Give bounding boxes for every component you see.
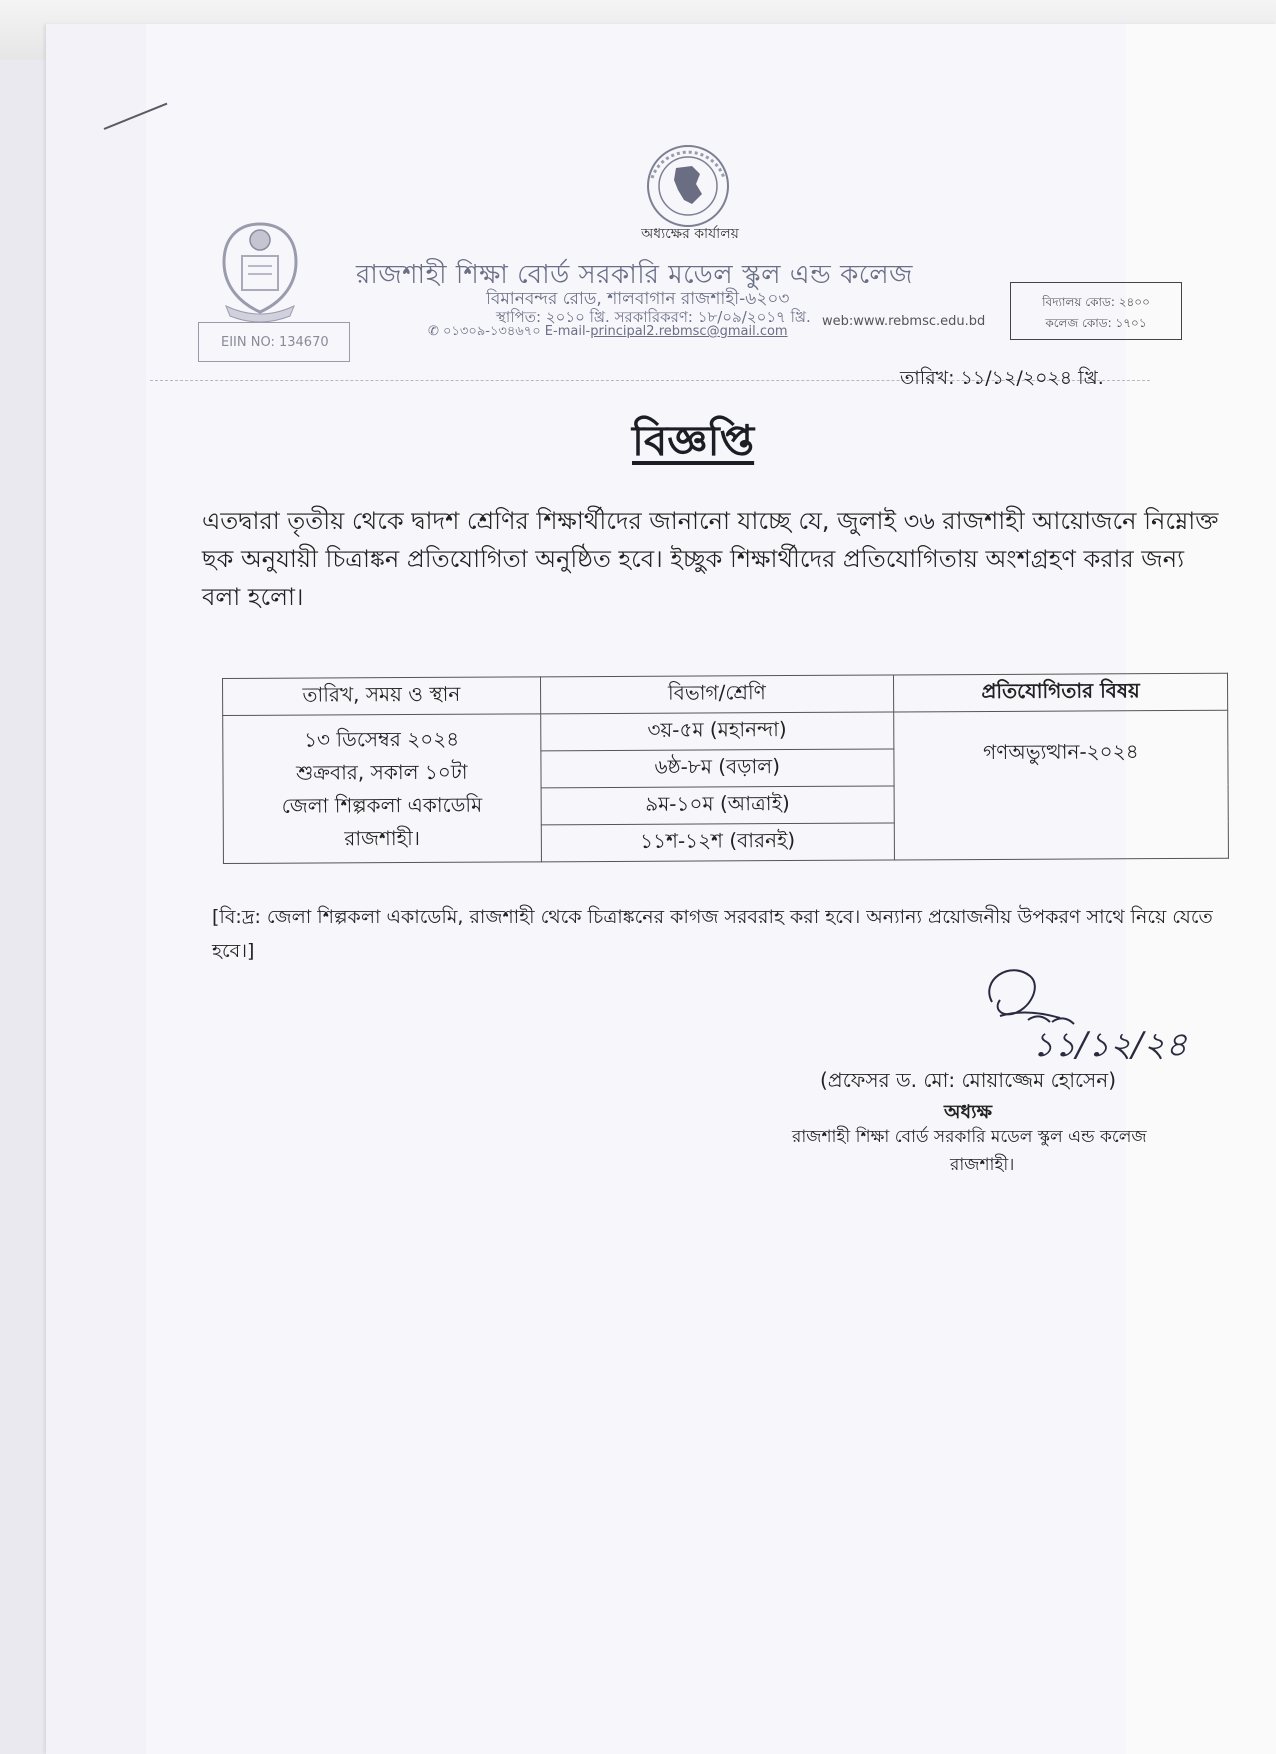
office-label: অধ্যক্ষের কার্যালয় <box>641 226 739 242</box>
event-day-time: শুক্রবার, সকাল ১০টা <box>295 759 468 785</box>
college-code: কলেজ কোড: ১৭০১ <box>1045 316 1147 330</box>
event-date: ১৩ ডিসেম্বর ২০২৪ <box>303 726 460 752</box>
institution-codes-box <box>1010 282 1182 340</box>
class-group-cell: ৬ষ্ঠ-৮ম (বড়াল) <box>540 749 894 788</box>
email-link[interactable]: principal2.rebmsc@gmail.com <box>590 324 788 339</box>
competition-subject-cell: গণঅভ্যুত্থান-২০২৪ <box>894 710 1229 860</box>
table-row <box>223 710 1228 752</box>
notice-title: বিজ্ঞপ্তি <box>632 416 755 465</box>
website-link[interactable]: web:www.rebmsc.edu.bd <box>822 314 986 329</box>
event-venue: জেলা শিল্পকলা একাডেমি <box>281 792 483 818</box>
signature-icon <box>970 960 1202 1070</box>
footnote: [বি:দ্র: জেলা শিল্পকলা একাডেমি, রাজশাহী থেকে চিত্রাঙ্কনের কাগজ সরবরাহ করা হবে। অন্যান্য প্রয়োজনীয় উপকরণ সাথে নিয়ে যেতে হবে।] <box>212 906 1213 962</box>
signatory-institution: রাজশাহী শিক্ষা বোর্ড সরকারি মডেল স্কুল এন্ড কলেজ <box>792 1127 1147 1147</box>
table-header-row <box>223 673 1228 715</box>
scan-shadow-left <box>46 24 146 1754</box>
class-group-cell: ১১শ-১২শ (বারনই) <box>541 823 895 862</box>
notice-date: তারিখ: ১১/১২/২০২৪ খ্রি. <box>900 367 1104 389</box>
class-group-cell: ৩য়-৫ম (মহানন্দা) <box>540 712 894 751</box>
signatory-city: রাজশাহী। <box>950 1155 1015 1175</box>
establishment-info: স্থাপিত: ২০১০ খ্রি. সরকারিকরণ: ১৮/০৯/২০১৭ খ্রি. <box>496 308 811 326</box>
signature-date: ১১/১২/২৪ <box>1032 1025 1188 1065</box>
competition-schedule-table <box>222 673 1229 864</box>
contact-info <box>428 322 788 343</box>
notice-body: এতদ্বারা তৃতীয় থেকে দ্বাদশ শ্রেণির শিক্ষার্থীদের জানানো যাচ্ছে যে, জুলাই ৩৬ রাজশাহী আয়োজনে নিম্নোক্ত ছক অনুযায়ী চিত্রাঙ্কন প্রতিযোগিতা অনুষ্ঠিত হবে। ইচ্ছুক শিক্ষার্থীদের প্রতিযোগিতায় অংশগ্রহণ করার জন্য বলা হলো। <box>202 507 1219 611</box>
header-class: বিভাগ/শ্রেণি <box>540 675 894 714</box>
school-code: বিদ্যালয় কোড: ২৪০০ <box>1042 295 1150 309</box>
phone-number: ০১৩০৯-১৩৪৬৭০ <box>443 324 541 339</box>
header-subject: প্রতিযোগিতার বিষয় <box>894 673 1228 712</box>
eiin-box: EIIN NO: 134670 <box>198 322 350 362</box>
signatory-title: অধ্যক্ষ <box>944 1101 993 1123</box>
class-group-cell: ৯ম-১০ম (আত্রাই) <box>541 786 895 825</box>
school-logo-icon <box>212 218 308 324</box>
signatory-name: (প্রফেসর ড. মো: মোয়াজ্জেম হোসেন) <box>820 1068 1117 1092</box>
header-date-time-venue: তারিখ, সময় ও স্থান <box>223 677 541 716</box>
event-city: রাজশাহী। <box>344 825 421 850</box>
date-time-venue-cell <box>223 714 541 864</box>
institution-address: বিমানবন্দর রোড, শালবাগান রাজশাহী-৬২০৩ <box>486 289 790 309</box>
email-label: E-mail- <box>544 324 591 339</box>
phone-icon: ✆ <box>428 324 439 339</box>
institution-name: রাজশাহী শিক্ষা বোর্ড সরকারি মডেল স্কুল এন্ড কলেজ <box>356 260 913 290</box>
